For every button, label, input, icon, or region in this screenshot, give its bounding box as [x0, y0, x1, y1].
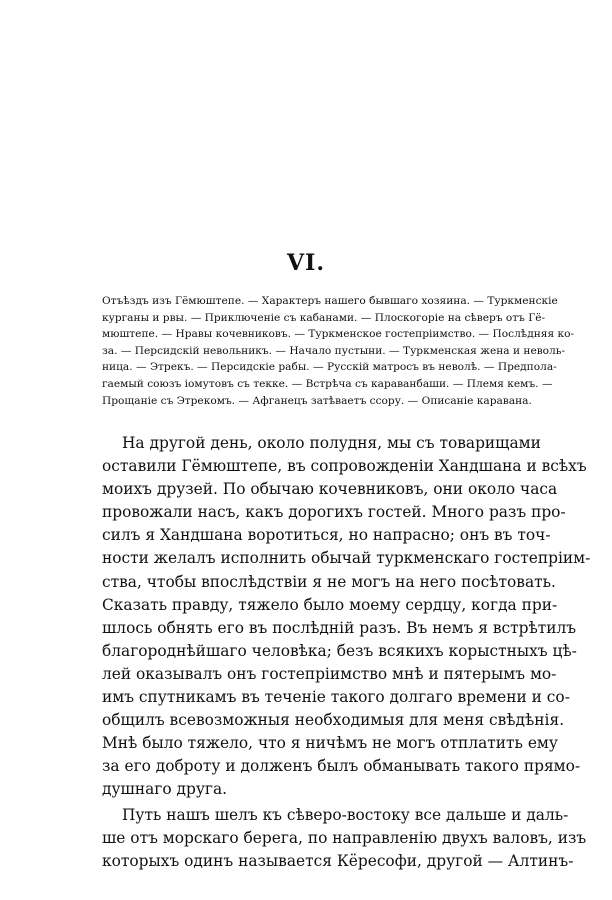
text-line: душнаго друга. — [102, 780, 228, 799]
text-line: имъ спутникамъ въ теченіе такого долгаго времени и со- — [102, 688, 570, 707]
summary-line: за. — Персидскій невольникъ. — Начало пустыни. — Туркменская жена и неволь- — [102, 344, 566, 357]
chapter-number: VI. — [286, 250, 326, 276]
summary-line: гаемый союзъ іомутовъ съ текке. — Встрѣча съ караванбаши. — Племя кемъ. — — [102, 377, 553, 390]
text-line: благороднѣйшаго человѣка; безъ всякихъ корыстныхъ цѣ- — [102, 641, 577, 660]
text-line: лей оказывалъ онъ гостепріимство мнѣ и пятерымъ мо- — [102, 664, 557, 683]
paragraph — [102, 432, 591, 802]
text-line: за его доброту и долженъ былъ обманывать такого прямо- — [102, 757, 581, 776]
text-line: провожали насъ, какъ дорогихъ гостей. Много разъ про- — [102, 503, 566, 522]
text-line: моихъ друзей. По обычаю кочевниковъ, они около часа — [102, 480, 558, 499]
body-text — [102, 432, 591, 873]
text-line: которыхъ одинъ называется Кёресофи, другой — Алтинъ- — [102, 851, 574, 870]
summary-line: ница. — Этрекъ. — Персидскіе рабы. — Русскій матросъ въ неволѣ. — Предпола- — [102, 361, 557, 374]
text-line: оставили Гёмюштепе, въ сопровожденіи Хандшана и всѣхъ — [102, 457, 587, 476]
text-line: силъ я Хандшана воротиться, но напрасно; онъ въ точ- — [102, 526, 551, 545]
text-line: шлось обнять его въ послѣдній разъ. Въ немъ я встрѣтилъ — [102, 618, 577, 637]
text-line: общилъ всевозможныя необходимыя для меня свѣдѣнія. — [102, 711, 565, 730]
text-line: На другой день, около полудня, мы съ товарищами — [122, 434, 541, 452]
text-line: Путь нашъ шелъ къ сѣверо-востоку все дальше и даль- — [122, 805, 569, 824]
chapter-summary — [102, 293, 575, 409]
summary-line: мюштепе. — Нравы кочевниковъ. — Туркменское гостепріимство. — Послѣдняя ко- — [102, 328, 575, 341]
summary-line: Отъѣздъ изъ Гёмюштепе. — Характеръ нашего бывшаго хозяина. — Туркменскіе — [102, 295, 558, 307]
summary-line: курганы и рвы. — Приключеніе съ кабанами. — Плоскогоріе на сѣверъ отъ Гё- — [102, 311, 546, 324]
text-line: ства, чтобы впослѣдствіи я не могъ на него посѣтовать. — [102, 572, 556, 591]
text-line: ше отъ морскаго берега, по направленію двухъ валовъ, изъ — [102, 828, 587, 847]
paragraph — [102, 804, 587, 873]
text-line: Мнѣ было тяжело, что я ничѣмъ не могъ отплатить ему — [102, 734, 558, 753]
summary-line: Прощаніе съ Этрекомъ. — Афганецъ затѣваетъ ссору. — Описаніе каравана. — [102, 394, 532, 407]
text-line: Сказать правду, тяжело было моему сердцу, когда при- — [102, 595, 558, 614]
text-line: ности желалъ исполнить обычай туркменскаго гостепріим- — [102, 549, 591, 568]
